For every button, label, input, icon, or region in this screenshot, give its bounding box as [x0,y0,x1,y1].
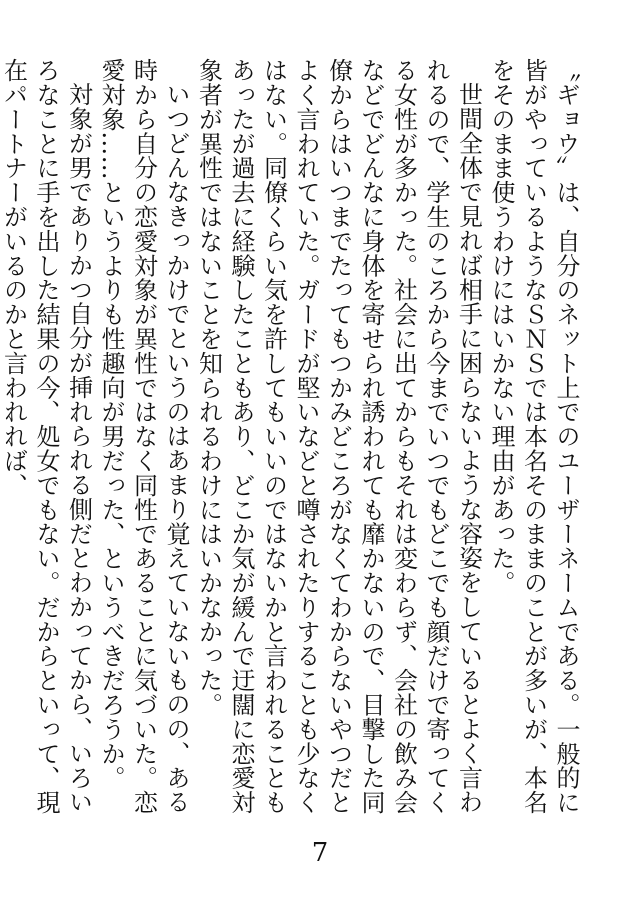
paragraph-4: 対象が男でありかつ自分が挿れられる側だとわかってから、いろいろなことに手を出した結果の今、処女でもない。だからといって、現在パートナーがいるのかと言われれば、 [0,58,93,815]
paragraph-3: いつどんなきっかけでというのはあまり覚えていないものの、ある時から自分の恋愛対象が異性ではなく同性であることに気づいた。恋愛対象……というよりも性趣向が男だった、というべきだろうか。 [97,58,190,815]
paragraph-1: 〝ギョウ〟は、自分のネット上でのユーザーネームである。一般的に皆がやっているようなＳＮＳでは本名そのままのことが多いが、本名をそのまま使うわけにはいかない理由があった。 [487,58,580,815]
paragraph-2: 世間全体で見れば相手に困らないような容姿をしているとよく言われるので、学生のころから今までいつでもどこでも顔だけで寄ってくる女性が多かった。社会に出てからもそれは変わらず、会社の飲み会などでどんなに身体を寄せられ誘われても靡かないので、目撃した同僚からはいつまでたってもつかみどころがなくてわからないやつだとよく言われていた。ガードが堅いなどと噂されたりすることも少なくはない。同僚くらい気を許してもいいのではないかと言われることもあったが過去に経験したこともあり、どこか気が緩んで迂闊に恋愛対象者が異性ではないことを知られるわけにはいかなかった。 [194,58,483,815]
page-number: 7 [311,838,329,868]
vertical-text-body [0,58,582,818]
